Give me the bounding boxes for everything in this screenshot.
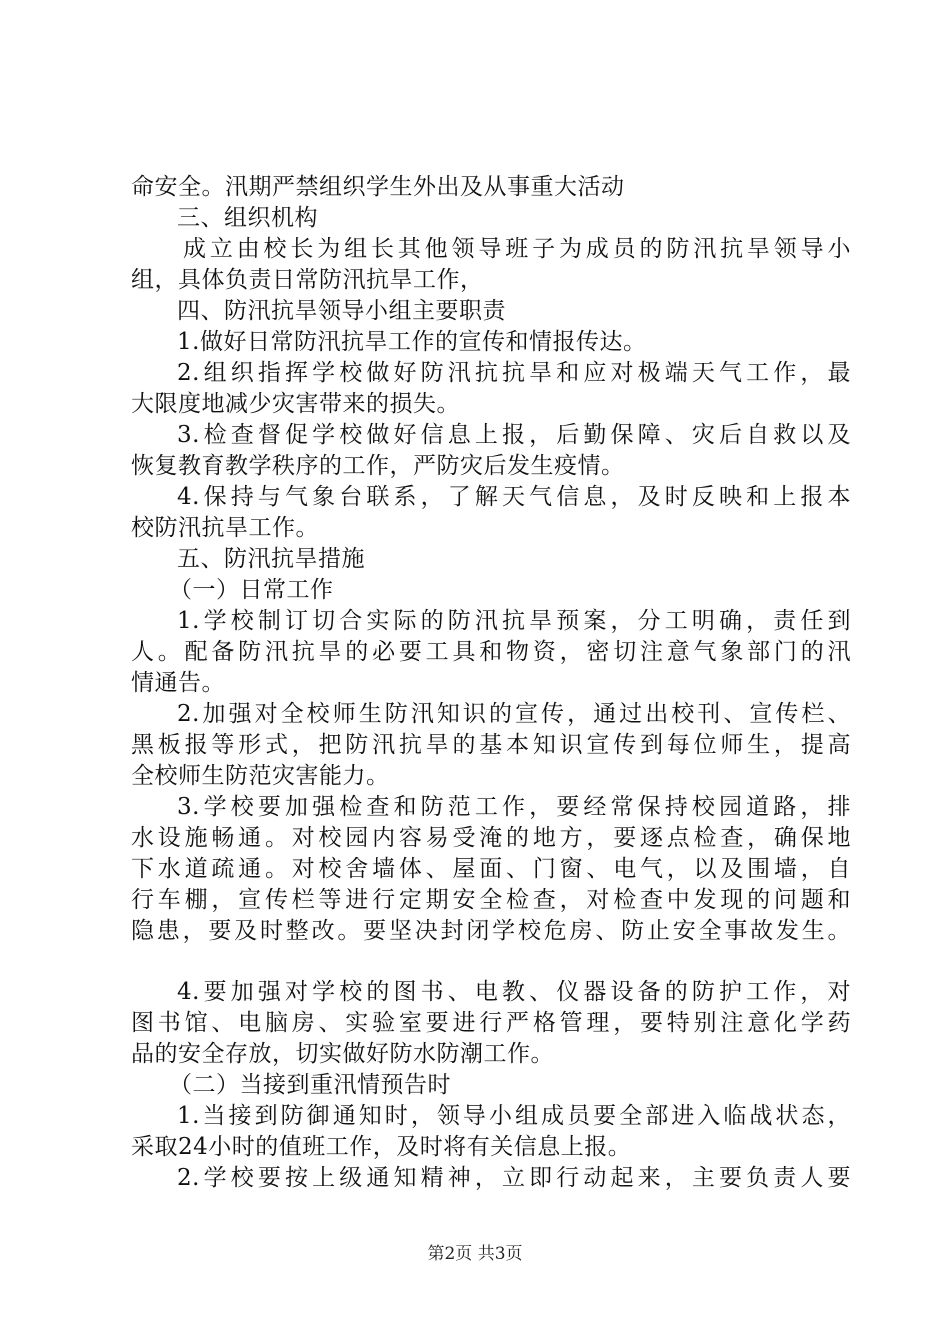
text-line: 品的安全存放，切实做好防水防潮工作。 xyxy=(131,1041,554,1067)
paragraph-gap xyxy=(131,947,851,977)
text-line: 恢复教育教学秩序的工作，严防灾后发生疫情。 xyxy=(131,453,625,479)
text-line: 成立由校长为组长其他领导班子为成员的防汛抗旱领导小 xyxy=(183,236,851,262)
section-heading: 四、防汛抗旱领导小组主要职责 xyxy=(177,298,506,324)
list-item: 1.学校制订切合实际的防汛抗旱预案，分工明确，责任到 xyxy=(177,608,851,634)
list-item: 1.当接到防御通知时，领导小组成员要全部进入临战状态， xyxy=(177,1103,851,1129)
subsection-heading: （一）日常工作 xyxy=(169,577,334,603)
list-item: 4.要加强对学校的图书、电教、仪器设备的防护工作，对 xyxy=(177,979,851,1005)
text-line: 黑板报等形式，把防汛抗旱的基本知识宣传到每位师生，提高 xyxy=(131,732,851,758)
text-line: 行车棚，宣传栏等进行定期安全检查，对检查中发现的问题和 xyxy=(131,887,851,913)
list-item: 3.学校要加强检查和防范工作，要经常保持校园道路，排 xyxy=(177,794,851,820)
text-line: 下水道疏通。对校舍墙体、屋面、门窗、电气，以及围墙，自 xyxy=(131,856,851,882)
text-line: 隐患，要及时整改。要坚决封闭学校危房、防止安全事故发生。 xyxy=(131,918,851,944)
list-item: 3.检查督促学校做好信息上报，后勤保障、灾后自救以及 xyxy=(177,422,851,448)
list-item: 2.组织指挥学校做好防汛抗抗旱和应对极端天气工作，最 xyxy=(177,360,851,386)
text-line: 命安全。汛期严禁组织学生外出及从事重大活动 xyxy=(131,174,625,200)
text-line: 组，具体负责日常防汛抗旱工作， xyxy=(131,267,484,293)
text-line: 校防汛抗旱工作。 xyxy=(131,515,319,541)
subsection-heading: （二）当接到重汛情预告时 xyxy=(169,1072,451,1098)
text-line: 采取24小时的值班工作，及时将有关信息上报。 xyxy=(131,1134,632,1160)
text-line: 情通告。 xyxy=(131,670,225,696)
text-line: 水设施畅通。对校园内容易受淹的地方，要逐点检查，确保地 xyxy=(131,825,851,851)
text-line: 大限度地减少灾害带来的损失。 xyxy=(131,391,460,417)
list-item: 4.保持与气象台联系，了解天气信息，及时反映和上报本 xyxy=(177,484,851,510)
page-number-footer: 第2页 共3页 xyxy=(427,1244,523,1264)
text-line: 图书馆、电脑房、实验室要进行严格管理，要特别注意化学药 xyxy=(131,1010,851,1036)
section-heading: 五、防汛抗旱措施 xyxy=(177,546,365,572)
text-line: 人。配备防汛抗旱的必要工具和物资，密切注意气象部门的汛 xyxy=(131,639,851,665)
list-item: 2.加强对全校师生防汛知识的宣传，通过出校刊、宣传栏、 xyxy=(177,701,851,727)
list-item: 1.做好日常防汛抗旱工作的宣传和情报传达。 xyxy=(177,329,647,355)
section-heading: 三、组织机构 xyxy=(177,205,318,231)
list-item: 2.学校要按上级通知精神，立即行动起来，主要负责人要 xyxy=(177,1165,851,1191)
document-body xyxy=(131,172,851,1194)
text-line: 全校师生防范灾害能力。 xyxy=(131,763,390,789)
